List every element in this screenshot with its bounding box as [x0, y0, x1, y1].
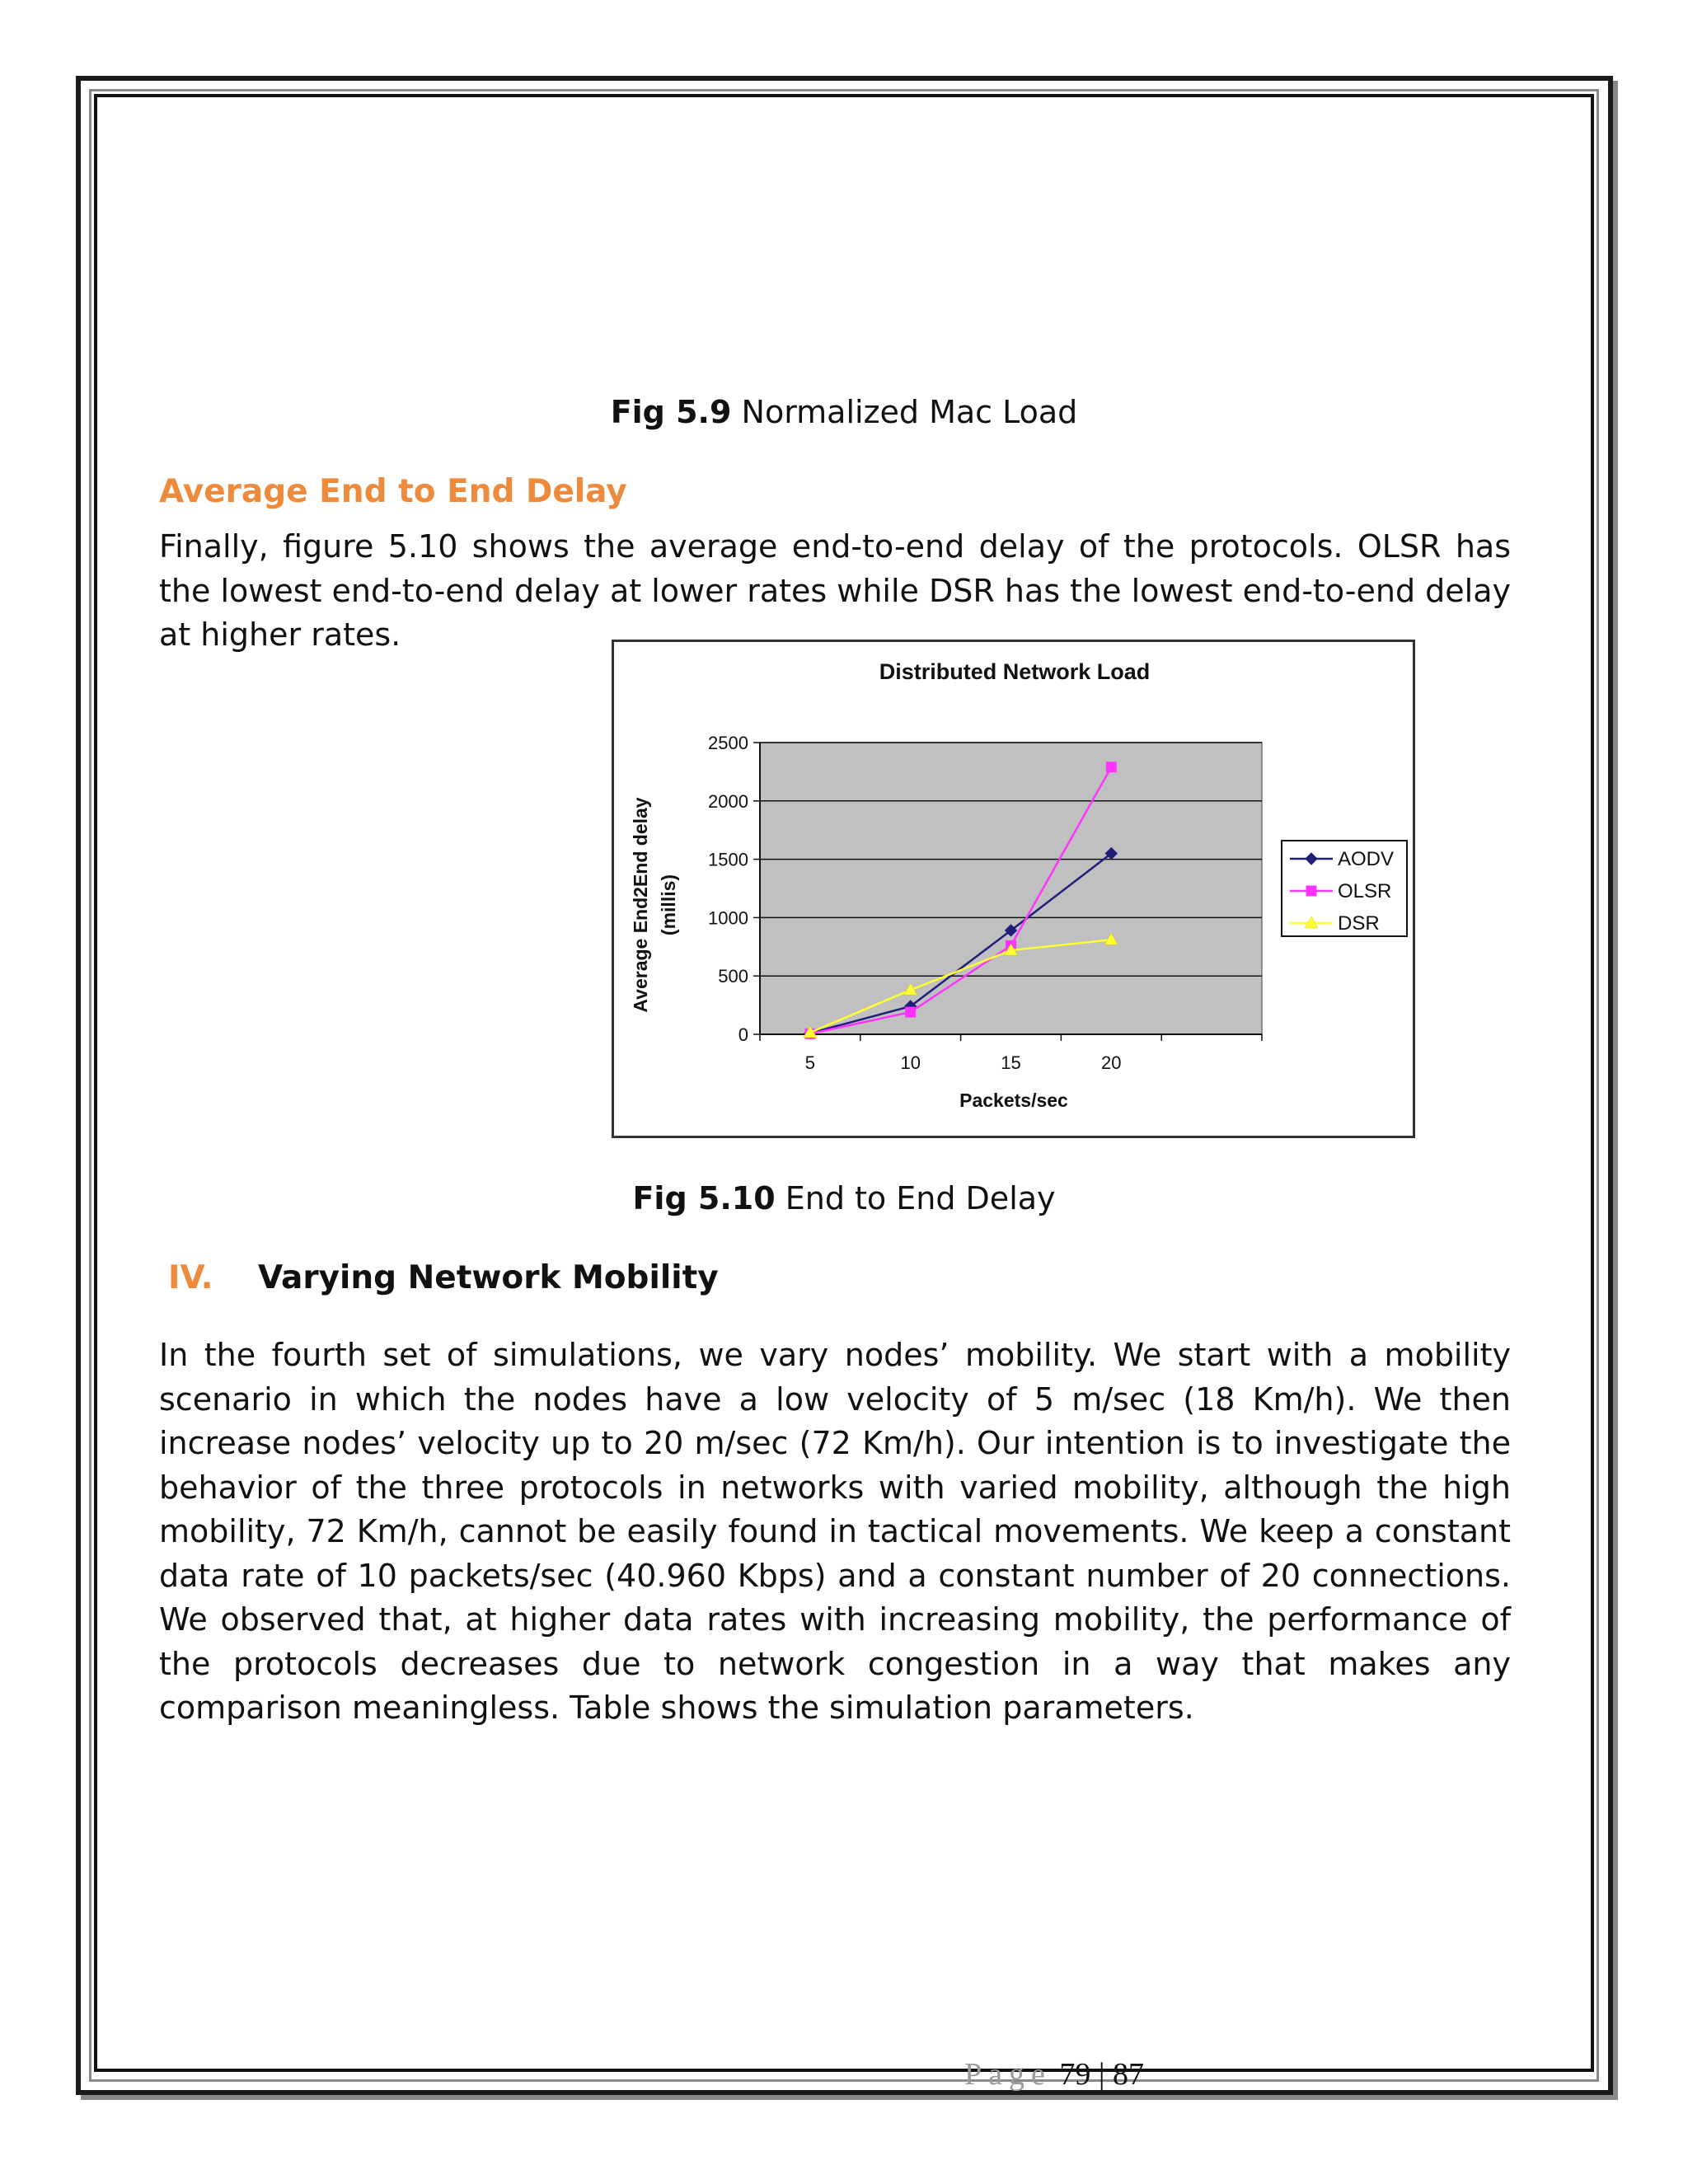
- fig-5-10-caption: [0, 1180, 1688, 1216]
- section-number: IV.: [168, 1259, 213, 1296]
- x-tick-label: 20: [1101, 1052, 1122, 1073]
- page-separator: |: [1098, 2057, 1105, 2092]
- legend-label: DSR: [1338, 912, 1380, 935]
- section-heading: Average End to End Delay: [159, 473, 627, 510]
- y-tick-label: 2500: [708, 733, 748, 753]
- data-point-olsr: [906, 1007, 916, 1017]
- plot-area: [708, 733, 1262, 1073]
- end-to-end-delay-chart: [614, 642, 1413, 1136]
- chart-container: [612, 640, 1415, 1138]
- data-point-olsr: [1106, 762, 1116, 772]
- fig-5-9-text: Normalized Mac Load: [741, 394, 1078, 430]
- page-total: 87: [1112, 2057, 1144, 2092]
- chart-title: Distributed Network Load: [879, 659, 1151, 684]
- legend-swatch-marker: [1306, 886, 1316, 896]
- plot-background: [760, 743, 1262, 1034]
- fig-5-10-label: Fig 5.10: [632, 1180, 776, 1216]
- paragraph-mobility: In the fourth set of simulations, we vary nodes’ mobility. We start with a mobility scenario in which the nodes have a low velocity of 5 m/sec (18 Km/h). We then increase nodes’ velocity up to 20 m/sec (72 Km/h). Our intention is to investigate the behavior of the three protocols in networks with varied mobility, although the high mobility, 72 Km/h, cannot be easily found in tactical movements. We keep a constant data rate of 10 packets/sec (40.960 Kbps) and a constant number of 20 connections. We observed that, at higher data rates with increasing mobility, the performance of the protocols decreases due to network congestion in a way that makes any comparison meaningless. Table shows the simulation parameters.: [159, 1337, 1511, 1726]
- fig-5-9-label: Fig 5.9: [610, 394, 732, 430]
- y-tick-label: 1500: [708, 849, 748, 870]
- chart-legend: [1282, 841, 1407, 936]
- y-axis-label: [630, 797, 679, 1012]
- legend-label: AODV: [1338, 848, 1395, 870]
- fig-5-9-caption: [0, 394, 1688, 430]
- legend-label: OLSR: [1338, 880, 1392, 902]
- y-axis-label-line-1: Average End2End delay: [630, 797, 651, 1013]
- section-title: Varying Network Mobility: [258, 1259, 719, 1296]
- y-tick-label: 500: [718, 966, 748, 987]
- x-tick-label: 15: [1001, 1052, 1021, 1073]
- y-tick-label: 1000: [708, 907, 748, 929]
- x-tick-label: 5: [804, 1052, 816, 1073]
- page-word: Page: [964, 2057, 1052, 2092]
- x-axis-label: Packets/sec: [959, 1090, 1068, 1111]
- y-tick-label: 0: [738, 1024, 748, 1045]
- y-tick-label: 2000: [708, 790, 748, 812]
- paragraph-intro: Finally, figure 5.10 shows the average end-to-end delay of the protocols. OLSR has the lowest end-to-end delay at lower rates while DSR has the lowest end-to-end delay at higher rates.: [159, 528, 1511, 653]
- x-tick-label: 10: [900, 1052, 921, 1073]
- y-axis-label-line-2: (millis): [658, 874, 679, 936]
- page-number: 79: [1059, 2057, 1091, 2092]
- page-footer: [964, 2056, 1144, 2093]
- fig-5-10-text: End to End Delay: [785, 1180, 1056, 1216]
